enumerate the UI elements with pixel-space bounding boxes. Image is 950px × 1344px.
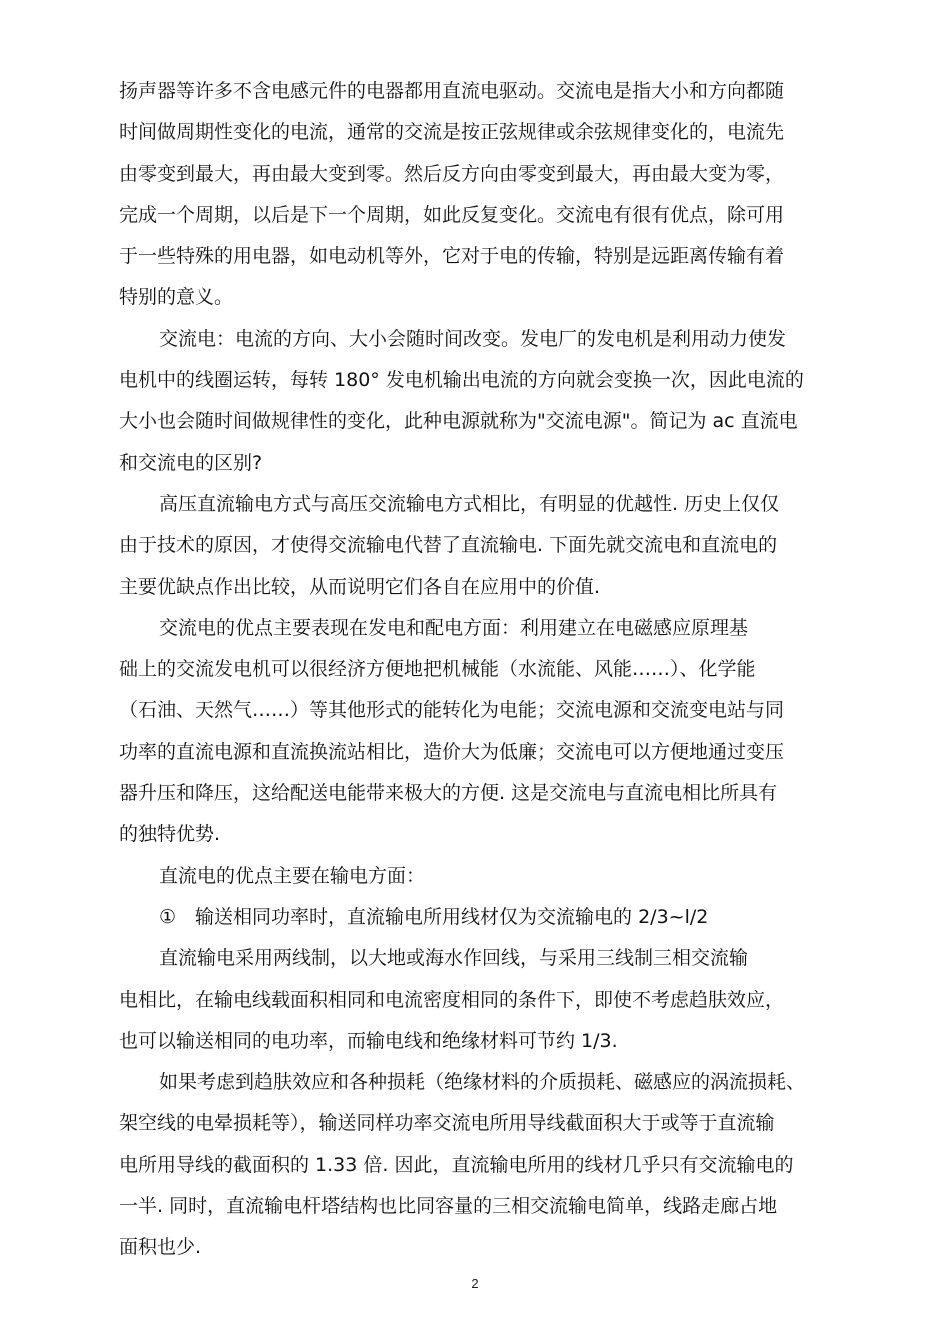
- text-line: 电所用导线的截面积的 1.33 倍. 因此，直流输电所用的线材几乎只有交流输电的: [119, 1153, 794, 1176]
- text-line: 特别的意义。: [119, 286, 234, 309]
- text-line: 础上的交流发电机可以很经济方便地把机械能（水流能、风能……）、化学能: [119, 658, 756, 681]
- text-line: 架空线的电晕损耗等），输送同样功率交流电所用导线截面积大于或等于直流输: [119, 1112, 775, 1135]
- text-line: 电相比，在输电线载面积相同和电流密度相同的条件下，即使不考虑趋肤效应，: [119, 988, 785, 1011]
- text-line: 大小也会随时间做规律性的变化，此种电源就称为"交流电源"。简记为 ac 直流电: [119, 410, 798, 433]
- text-line: 功率的直流电源和直流换流站相比，造价大为低廉；交流电可以方便地通过变压: [119, 740, 785, 763]
- text-line: 于一些特殊的用电器，如电动机等外，它对于电的传输，特别是远距离传输有着: [119, 245, 785, 268]
- text-line: 直流输电采用两线制，以大地或海水作回线，与采用三线制三相交流输: [159, 947, 749, 970]
- text-line: 电机中的线圈运转，每转 180° 发电机输出电流的方向就会变换一次，因此电流的: [119, 369, 804, 392]
- text-line: 由于技术的原因，才使得交流输电代替了直流输电. 下面先就交流电和直流电的: [119, 534, 778, 557]
- text-line: 由零变到最大，再由最大变到零。然后反方向由零变到最大，再由最大变为零，: [119, 162, 785, 185]
- page-number: 2: [471, 1276, 479, 1291]
- text-line: 高压直流输电方式与高压交流输电方式相比，有明显的优越性. 历史上仅仅: [159, 492, 780, 515]
- text-line: 主要优缺点作出比较，从而说明它们各自在应用中的价值.: [119, 575, 601, 598]
- body-text: [119, 71, 839, 1269]
- text-line: 交流电：电流的方向、大小会随时间改变。发电厂的发电机是利用动力使发: [159, 327, 787, 350]
- text-line: 的独特优势.: [119, 823, 221, 846]
- text-line: 时间做周期性变化的电流，通常的交流是按正弦规律或余弦规律变化的，电流先: [119, 121, 785, 144]
- text-line: （石油、天然气……）等其他形式的能转化为电能；交流电源和交流变电站与同: [119, 699, 785, 722]
- text-line: 交流电的优点主要表现在发电和配电方面：利用建立在电磁感应原理基: [159, 616, 749, 639]
- text-line: 如果考虑到趋肤效应和各种损耗（绝缘材料的介质损耗、磁感应的涡流损耗、: [159, 1071, 806, 1094]
- text-line: 完成一个周期，以后是下一个周期，如此反复变化。交流电有很有优点，除可用: [119, 203, 785, 226]
- text-line: 和交流电的区别?: [119, 451, 263, 474]
- text-line: 一半. 同时，直流输电杆塔结构也比同容量的三相交流输电简单，线路走廊占地: [119, 1195, 778, 1218]
- list-item: ① 输送相同功率时，直流输电所用线材仅为交流输电的 2/3~l/2: [159, 905, 709, 928]
- text-line: 器升压和降压，这给配送电能带来极大的方便. 这是交流电与直流电相比所具有: [119, 782, 778, 805]
- text-line: 扬声器等许多不含电感元件的电器都用直流电驱动。交流电是指大小和方向都随: [119, 80, 785, 102]
- text-line: 也可以输送相同的电功率，而输电线和绝缘材料可节约 1/3.: [119, 1029, 618, 1052]
- text-line: 面积也少.: [119, 1236, 202, 1259]
- text-line: 直流电的优点主要在输电方面：: [159, 864, 426, 887]
